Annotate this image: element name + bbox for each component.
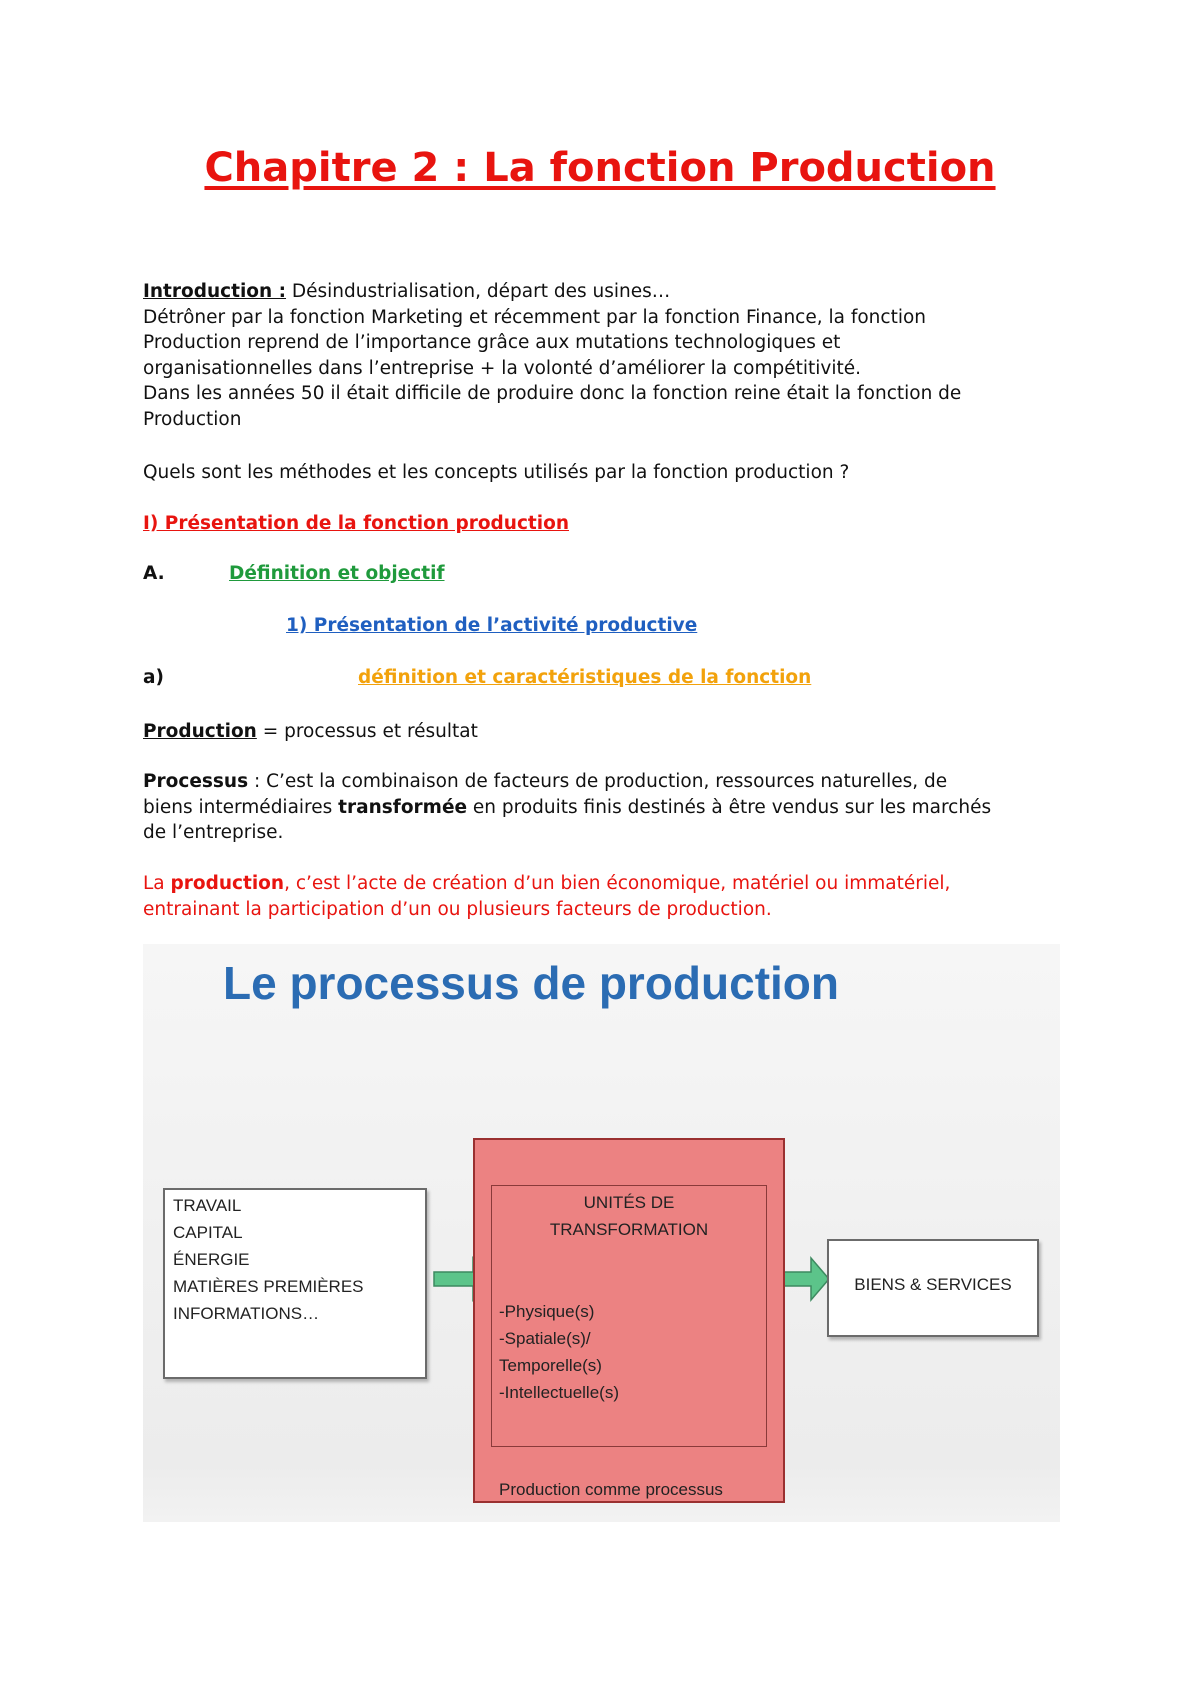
input-item: CAPITAL [173, 1223, 243, 1242]
unit-item: -Intellectuelle(s) [499, 1383, 619, 1402]
section-heading-1: I) Présentation de la fonction production [143, 513, 569, 534]
introduction-paragraph [143, 279, 1063, 432]
processus-bold: transformée [338, 796, 468, 818]
unit-item: -Spatiale(s)/ [499, 1329, 591, 1348]
red-box-caption: Production comme processus [499, 1480, 723, 1499]
production-term: Production [143, 721, 257, 742]
intro-line: Détrôner par la fonction Marketing et récemment par la fonction Finance, la fonction [143, 306, 927, 328]
input-item: TRAVAIL [173, 1196, 242, 1215]
section-a-letter: A. [143, 563, 165, 584]
subsection-a-heading: définition et caractéristiques de la fonction [358, 667, 812, 688]
inputs-box [163, 1188, 427, 1379]
processus-text: biens intermédiaires [143, 796, 339, 818]
production-red-term: production [170, 873, 285, 894]
section-a-heading: Définition et objectif [229, 563, 445, 584]
processus-term: Processus [143, 771, 249, 792]
input-item: MATIÈRES PREMIÈRES [173, 1277, 364, 1296]
research-question: Quels sont les méthodes et les concepts utilisés par la fonction production ? [143, 462, 850, 483]
intro-label: Introduction : [143, 281, 287, 302]
processus-text: : C’est la combinaison de facteurs de production, ressources naturelles, de [248, 771, 948, 792]
output-box [827, 1239, 1039, 1337]
intro-line: Production reprend de l’importance grâce aux mutations technologiques et [143, 332, 841, 353]
subsection-1-heading: 1) Présentation de l’activité productive [286, 615, 698, 636]
intro-first-line [143, 279, 1063, 305]
production-red-text: entrainant la participation d’un ou plusieurs facteurs de production. [143, 898, 772, 920]
production-definition [143, 719, 1063, 745]
page-title: Chapitre 2 : La fonction Production [204, 145, 996, 191]
processus-text: en produits finis destinés à être vendus sur les marchés [467, 796, 992, 818]
production-rest: = processus et résultat [256, 721, 478, 742]
unit-title: UNITÉS DE [583, 1193, 675, 1212]
unit-title: TRANSFORMATION [549, 1220, 709, 1239]
unit-item: -Physique(s) [499, 1302, 595, 1321]
intro-line: Dans les années 50 il était difficile de produire donc la fonction reine était la fonction de [143, 383, 962, 404]
input-item: INFORMATIONS… [173, 1304, 320, 1323]
production-red-paragraph [143, 871, 1063, 922]
input-item: ÉNERGIE [173, 1250, 250, 1269]
production-process-diagram [143, 944, 1060, 1522]
intro-first-text: Désindustrialisation, départ des usines… [286, 281, 671, 302]
intro-line: organisationnelles dans l’entreprise + la volonté d’améliorer la compétitivité. [143, 357, 862, 379]
diagram-title: Le processus de production [223, 957, 839, 1009]
output-label: BIENS & SERVICES [854, 1275, 1012, 1294]
processus-text: de l’entreprise. [143, 822, 284, 843]
subsection-a-letter: a) [143, 667, 164, 688]
intro-line: Production [143, 408, 242, 430]
production-red-text: , c’est l’acte de création d’un bien économique, matériel ou immatériel, [284, 873, 951, 894]
processus-paragraph [143, 769, 1063, 846]
unit-item: Temporelle(s) [499, 1356, 602, 1375]
production-red-prefix: La [143, 873, 171, 894]
